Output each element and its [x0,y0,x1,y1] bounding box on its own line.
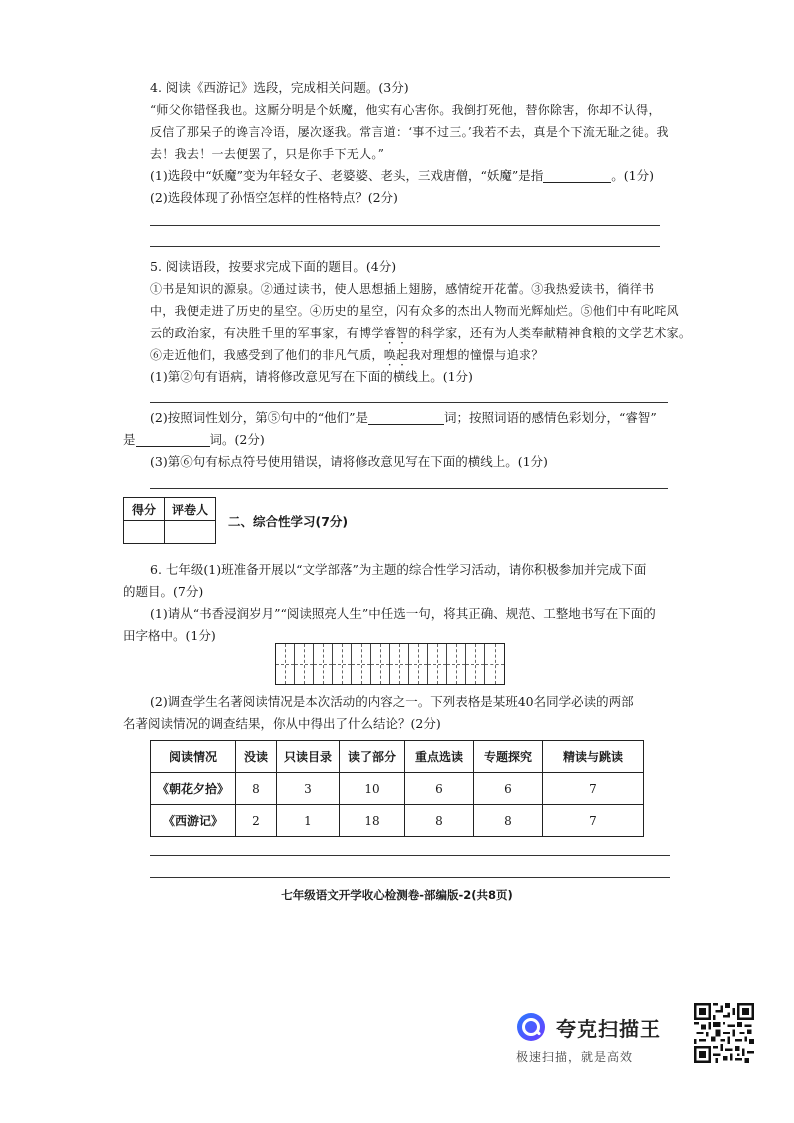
q4-sub2: (2)选段体现了孙悟空怎样的性格特点？(2分) [150,190,398,205]
q4-passage-line: 去！我去！一去便罢了，只是你手下无人。” [150,147,385,161]
table-cell: 3 [277,773,340,805]
tianzi-cell[interactable] [295,644,314,684]
tianzi-cell[interactable] [314,644,333,684]
q5-passage-text: 云的政治家，有决胜千里的军事家，有博学 [150,326,384,340]
table-cell: 1 [277,805,340,837]
q4-answer-line[interactable] [150,246,660,247]
q4-sub1 [150,167,654,185]
watermark-title: 夸克扫描王 [556,1017,661,1041]
score-label: 得分 [124,498,165,521]
q5-passage-line [150,346,544,364]
q5-sub1-answer-line[interactable] [150,402,668,403]
tianzi-cell[interactable] [485,644,504,684]
table-cell: 《西游记》 [151,805,236,837]
q6-answer-line[interactable] [150,877,670,878]
q5-passage-text: 我对理想的憧憬与追求？ [408,348,544,362]
table-header: 专题探究 [474,741,543,773]
table-cell: 10 [340,773,405,805]
tianzi-cell[interactable] [352,644,371,684]
q5-sub2-text: 词。(2分) [209,432,265,447]
q6-intro-line: 的题目。(7分) [123,584,204,599]
table-cell: 18 [340,805,405,837]
table-cell: 2 [236,805,277,837]
q6-sub2-line: 名著阅读情况的调查结果，你从中得出了什么结论？(2分) [123,716,441,731]
table-cell: 6 [474,773,543,805]
table-cell: 6 [405,773,474,805]
table-cell: 8 [236,773,277,805]
tianzi-cell[interactable] [447,644,466,684]
q5-sub3-answer-line[interactable] [150,488,668,489]
q5-sub2-blank-emotion[interactable] [136,432,210,447]
q5-sub1: (1)第②句有语病，请将修改意见写在下面的横线上。(1分) [150,369,473,384]
section2-title: 二、综合性学习(7分) [228,514,349,529]
q5-passage-text: ⑥走近他们，我感受到了他们的非凡气质， [150,348,384,362]
q5-dotted-char: 睿 [383,326,397,340]
q5-sub3: (3)第⑥句有标点符号使用错误，请将修改意见写在下面的横线上。(1分) [150,454,548,469]
q4-sub1-score: 。(1分) [611,168,654,183]
q5-dotted-char: 智 [396,326,409,340]
scanner-logo-icon [515,1011,547,1043]
tianzi-cell[interactable] [333,644,352,684]
q4-sub1-answer-blank[interactable] [543,168,611,183]
qr-code-icon [694,1003,754,1063]
q5-sub2-line1 [150,409,657,427]
table-cell: 8 [474,805,543,837]
q4-passage-line: “师父你错怪我也。这厮分明是个妖魔，他实有心害你。我倒打死他，替你除害，你却不认得， [150,103,661,117]
table-cell: 8 [405,805,474,837]
q5-passage-line [150,324,691,342]
score-box [123,497,216,544]
tianzi-cell[interactable] [428,644,447,684]
watermark-subtitle: 极速扫描，就是高效 [516,1050,634,1064]
q5-passage-line: ①书是知识的源泉。②通过读书，使人思想插上翅膀，感情绽开花蕾。③我热爱读书，徜徉书 [150,282,655,296]
q6-sub2-line: (2)调查学生名著阅读情况是本次活动的内容之一。下列表格是某班40名同学必读的两部 [150,694,634,709]
q5-dotted-char: 唤 [383,348,397,362]
q5-dotted-char: 起 [396,348,409,362]
table-header: 只读目录 [277,741,340,773]
q5-sub2-blank-pos[interactable] [368,410,444,425]
q4-passage-line: 反信了那呆子的谗言冷语，屡次逐我。常言道：‘事不过三。’我若不去，真是个下流无耻之徒。我 [150,125,669,139]
q6-intro-line: 6. 七年级(1)班准备开展以“文学部落”为主题的综合性学习活动，请你积极参加并完成下面 [150,562,647,577]
q6-answer-line[interactable] [150,855,670,856]
table-cell: 7 [543,773,644,805]
tianzi-cell[interactable] [466,644,485,684]
q5-sub2-text: (2)按照词性划分，第⑤句中的“他们”是 [150,410,368,425]
reading-survey-table [150,740,644,837]
q5-sub2-line2 [123,431,265,449]
q4-title: 4. 阅读《西游记》选段，完成相关问题。(3分) [150,80,409,95]
tianzi-grid[interactable] [275,643,505,685]
q5-title: 5. 阅读语段，按要求完成下面的题目。(4分) [150,259,397,274]
q4-answer-line[interactable] [150,225,660,226]
q6-sub1-line: (1)请从“书香浸润岁月”“阅读照亮人生”中任选一句，将其正确、规范、工整地书写在下面的 [150,606,656,621]
tianzi-cell[interactable] [276,644,295,684]
table-header: 精读与跳读 [543,741,644,773]
tianzi-cell[interactable] [409,644,428,684]
q6-sub1-line: 田字格中。(1分) [123,628,216,643]
q5-sub2-text: 是 [123,432,136,447]
tianzi-cell[interactable] [390,644,409,684]
table-header: 没读 [236,741,277,773]
q4-sub1-text: (1)选段中“妖魔”变为年轻女子、老婆婆、老头，三戏唐僧，“妖魔”是指 [150,168,544,183]
table-header: 阅读情况 [151,741,236,773]
tianzi-cell[interactable] [371,644,390,684]
table-cell: 7 [543,805,644,837]
q5-passage-text: 的科学家，还有为人类奉献精神食粮的文学艺术家。 [408,326,692,340]
table-row [151,773,644,805]
table-cell: 《朝花夕拾》 [151,773,236,805]
grader-cell[interactable] [165,521,216,544]
page-footer: 七年级语文开学收心检测卷-部编版-2(共8页) [281,888,513,902]
q5-sub2-text: 词；按照词语的感情色彩划分，“睿智” [444,410,657,425]
q5-passage-line: 中，我便走进了历史的星空。④历史的星空，闪有众多的杰出人物而光辉灿烂。⑤他们中有叱咤风 [150,304,679,318]
table-header-row [151,741,644,773]
table-header: 读了部分 [340,741,405,773]
table-row [151,805,644,837]
grader-label: 评卷人 [165,498,216,521]
score-cell[interactable] [124,521,165,544]
table-header: 重点选读 [405,741,474,773]
